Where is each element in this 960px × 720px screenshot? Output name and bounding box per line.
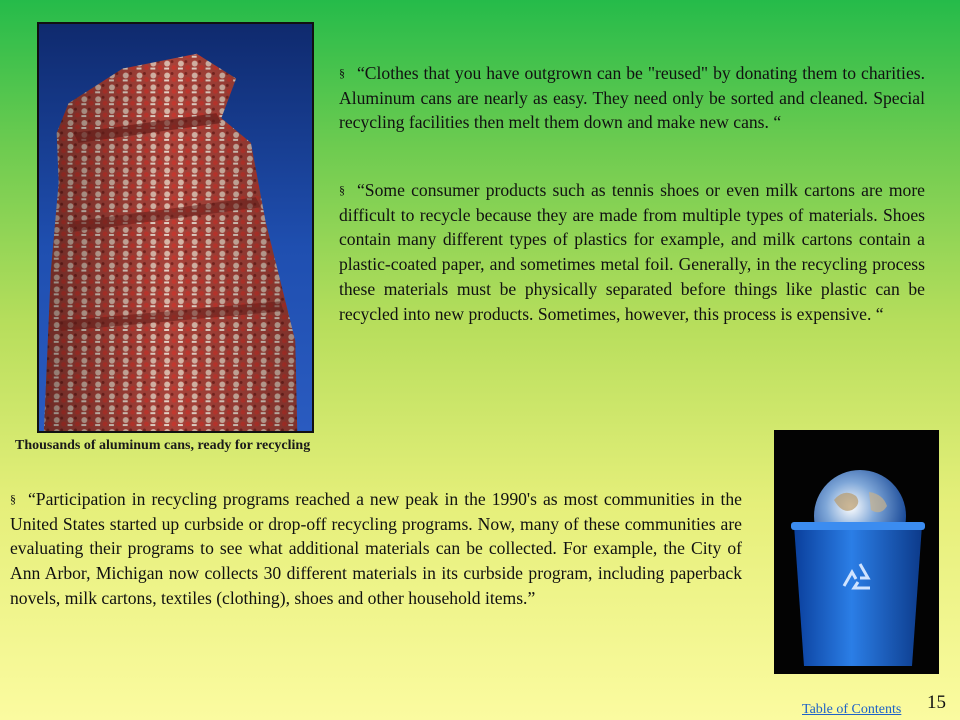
crushed-cans-photo: [37, 22, 314, 433]
table-of-contents-link[interactable]: Table of Contents: [802, 702, 902, 717]
crushed-cans-image: [39, 24, 312, 431]
recycle-bin-earth-photo: [774, 430, 939, 674]
bullet-text: “Participation in recycling programs reached a new peak in the 1990's as most communities in the United States started up curbside or drop-off recycling programs. Now, many of these communities are evaluating their programs to see what additional materials can be collected. For example, the City of Ann Arbor, Michigan now collects 30 different materials in its curbside program, including paperback novels, milk cartons, textiles (clothing), shoes and other household items.”: [10, 489, 742, 608]
bullet-marker: §: [339, 66, 345, 80]
bullet-participation: [10, 487, 742, 611]
bullet-text: “Some consumer products such as tennis shoes or even milk cartons are more difficult to recycle because they are made from multiple types of materials. Shoes contain many different types of plastics for example, and milk cartons contain a plastic-coated paper, and sometimes metal foil. Generally, in the recycling process these materials must be physically separated before things like plastic can be recycled into new products. Sometimes, however, this process is expensive. “: [339, 180, 925, 324]
cans-photo-caption: Thousands of aluminum cans, ready for recycling: [15, 438, 311, 453]
bullet-text: “Clothes that you have outgrown can be "reused" by donating them to charities. Aluminum cans are nearly as easy. They need only be sorted and cleaned. Special recycling facilities then melt them down and make new cans. “: [339, 63, 925, 133]
bullet-marker: §: [10, 492, 16, 506]
bullet-consumer-products: [339, 178, 925, 326]
recycle-bin-image: [774, 430, 939, 674]
bullet-marker: §: [339, 183, 345, 197]
recycle-bin: [794, 525, 922, 666]
page-number: 15: [927, 692, 946, 713]
bullet-clothes-cans: [339, 61, 925, 135]
